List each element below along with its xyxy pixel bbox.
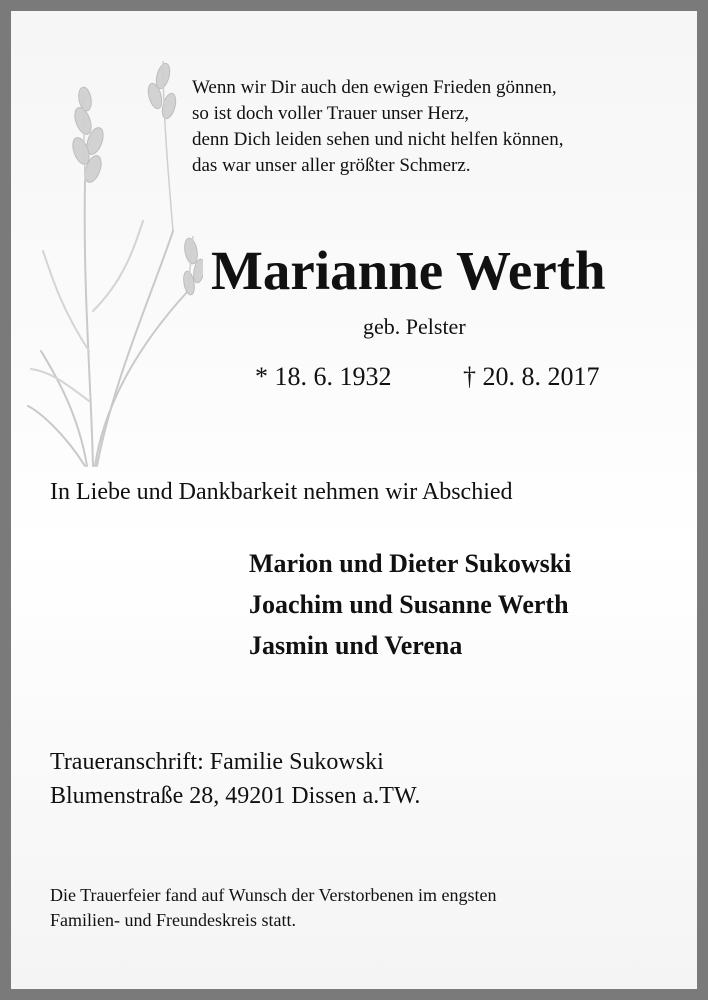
poem-line: so ist doch voller Trauer unser Herz, (192, 103, 470, 124)
funeral-notice (50, 883, 670, 933)
mourner-name: Jasmin und Verena (249, 631, 463, 660)
wheat-icon (23, 51, 203, 471)
deceased-name: Marianne Werth (211, 240, 606, 301)
address-line: Blumenstraße 28, 49201 Dissen a.TW. (50, 783, 421, 809)
born-name: geb. Pelster (363, 314, 466, 339)
poem-line: das war unser aller größter Schmerz. (192, 155, 471, 176)
poem-line: denn Dich leiden sehen und nicht helfen können, (192, 129, 564, 150)
poem-line: Wenn wir Dir auch den ewigen Frieden gönnen, (192, 77, 557, 98)
address-line: Traueranschrift: Familie Sukowski (50, 749, 384, 775)
poem (192, 75, 672, 179)
mourners-list (249, 543, 571, 666)
notice-line: Familien- und Freundeskreis statt. (50, 910, 296, 930)
death-date: † 20. 8. 2017 (463, 362, 600, 391)
farewell-line: In Liebe und Dankbarkeit nehmen wir Abschied (50, 479, 513, 505)
birth-date: * 18. 6. 1932 (255, 362, 392, 391)
obituary-card (11, 11, 697, 989)
mourner-name: Joachim und Susanne Werth (249, 590, 569, 619)
mourning-address (50, 745, 420, 813)
mourner-name: Marion und Dieter Sukowski (249, 549, 572, 578)
notice-line: Die Trauerfeier fand auf Wunsch der Verstorbenen im engsten (50, 885, 497, 905)
